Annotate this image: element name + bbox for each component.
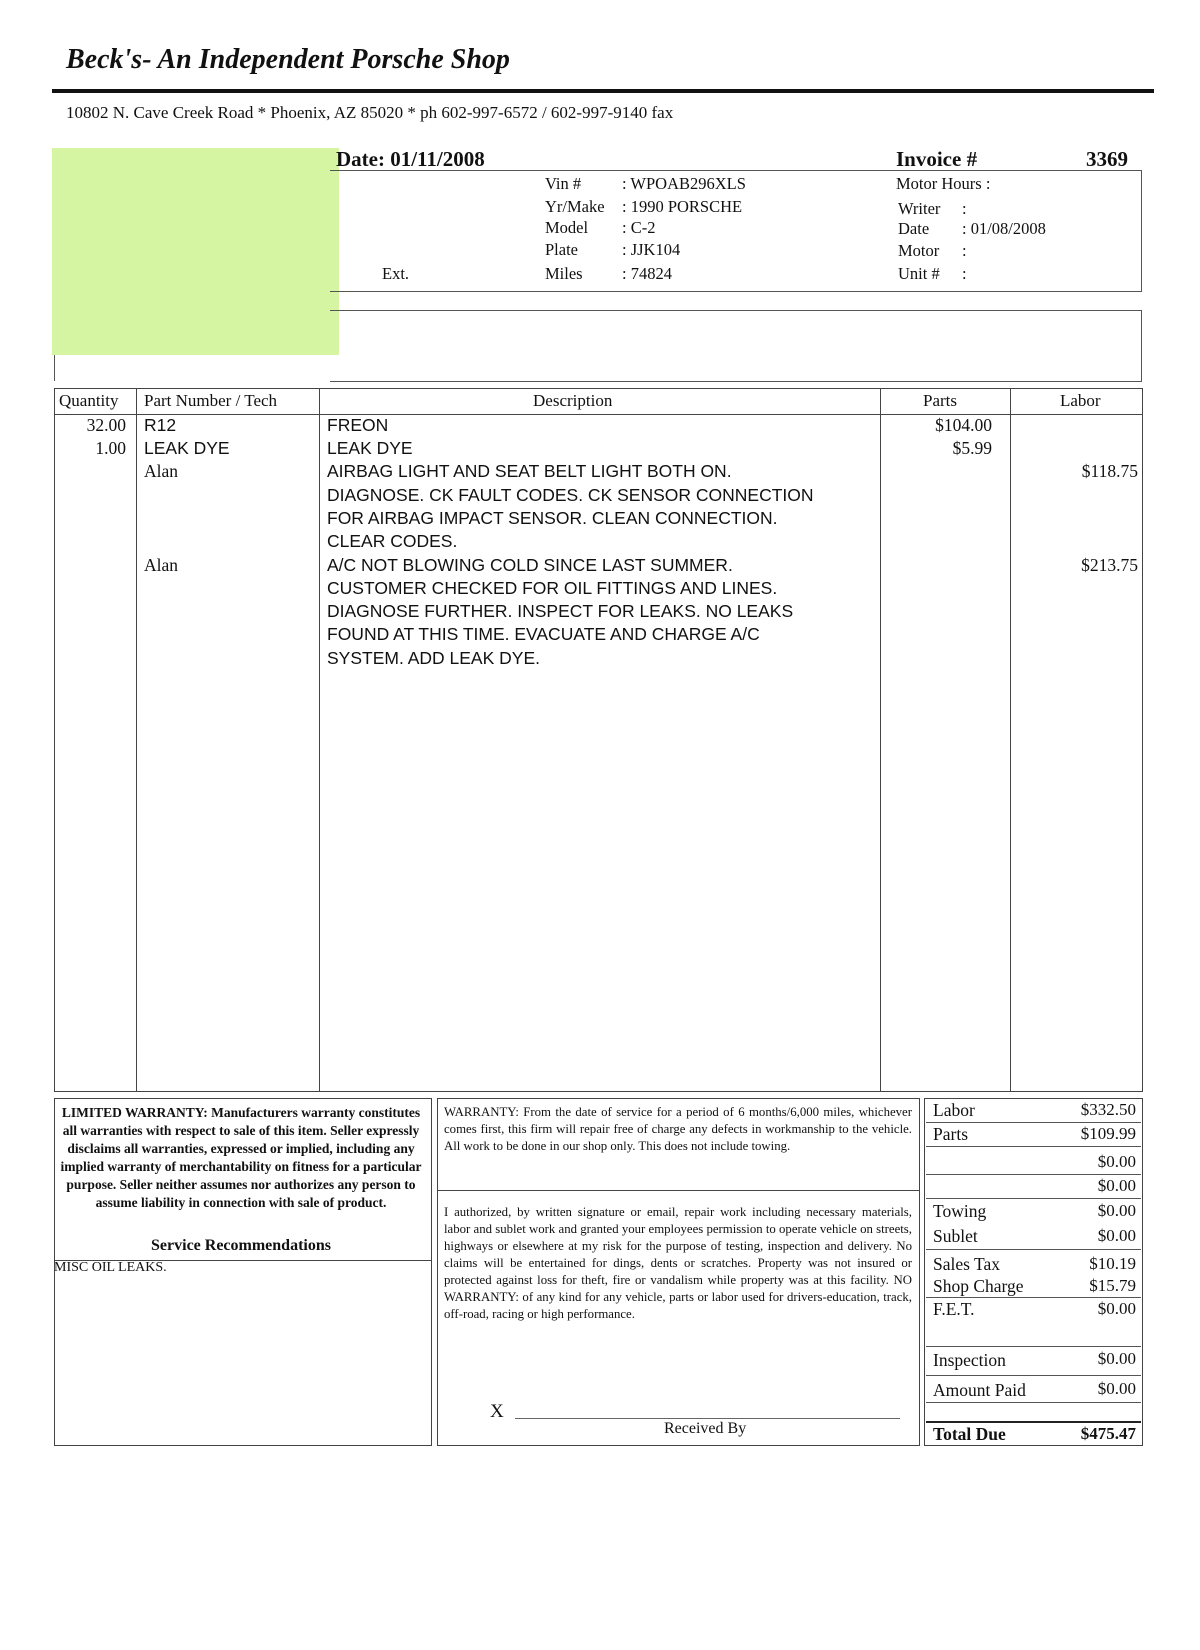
header-rule [52,89,1154,93]
row-desc-line: CUSTOMER CHECKED FOR OIL FITTINGS AND LINES. [327,578,778,598]
col-divider [319,388,320,1092]
row-tech: Alan [144,461,179,481]
row-part: R12 [144,415,177,435]
miles-value: : 74824 [622,264,672,283]
redaction-sticky-note [52,148,339,355]
limited-warranty-body: Manufacturers warranty constitutes all warranties with respect to sale of this item. Seller expressly disclaims all warranties, expressed or implied, including any implied warranty of merchantability on fitness for a particular purpose. Seller neither assumes nor authorizes any person to assume liability in connection with sale of product. [60,1105,422,1210]
ext-label: Ext. [382,264,410,283]
authorization-text: I authorized, by written signature or email, repair work including necessary materials, labor and sublet work and granted your employees permission to operate vehicle on streets, highways or elsewhere at my risk for the purpose of testing, inspection and delivery. No claims will be entertained for dings, dents or scratches. Property was not insured or protected against loss for theft, fire or vandalism while property was at this facility. NO WARRANTY: of any kind for any vehicle, parts or labor used for drivers-education, track, off-road, racing or high performance. [444,1205,912,1321]
row-labor: $213.75 [1081,555,1138,575]
total-value-blank: $0.00 [1097,1176,1136,1195]
vin-label: Vin # [545,174,582,193]
shop-name: Beck's- An Independent Porsche Shop [66,44,510,75]
row-desc-line: FOR AIRBAG IMPACT SENSOR. CLEAN CONNECTION. [327,508,778,528]
notes-box [330,310,1142,382]
total-label-sales-tax: Sales Tax [933,1254,1000,1274]
row-parts: $5.99 [952,438,992,458]
total-value-amount-paid: $0.00 [1097,1379,1136,1398]
warranty-text: WARRANTY: From the date of service for a period of 6 months/6,000 miles, whichever comes first, this firm will repair free of charge any defects in workmanship to the vehicle. All work to be done in our shop only. This does not include towing. [444,1105,912,1153]
unit-value: : [962,264,967,283]
yrmake-label: Yr/Make [545,197,605,216]
total-value-towing: $0.00 [1097,1201,1136,1220]
col-header-description: Description [533,391,613,410]
invoice-number: 3369 [1086,147,1128,171]
total-label-shop-charge: Shop Charge [933,1276,1024,1296]
yrmake-value: : 1990 PORSCHE [622,197,743,216]
totals-divider [926,1174,1141,1175]
service-date-value: : 01/08/2008 [962,219,1046,238]
row-desc: LEAK DYE [327,438,413,458]
row-part: LEAK DYE [144,438,230,458]
service-date-label: Date [898,219,930,238]
model-value: : C-2 [622,218,656,237]
plate-label: Plate [545,240,578,259]
row-desc: FREON [327,415,389,435]
vin-value: : WPOAB296XLS [622,174,746,193]
service-recommendations-title: Service Recommendations [151,1237,331,1254]
row-desc-line: SYSTEM. ADD LEAK DYE. [327,648,540,668]
total-value-parts: $109.99 [1080,1124,1136,1143]
left-frame-line [54,355,55,381]
motor-label: Motor [898,241,940,260]
totals-divider [926,1198,1141,1199]
total-value-shop-charge: $15.79 [1089,1276,1136,1295]
total-label-inspection: Inspection [933,1350,1006,1370]
total-value-inspection: $0.00 [1097,1349,1136,1368]
total-value-labor: $332.50 [1080,1100,1136,1119]
row-desc-line: DIAGNOSE FURTHER. INSPECT FOR LEAKS. NO LEAKS [327,601,794,621]
total-label-sublet: Sublet [933,1226,978,1246]
col-header-part: Part Number / Tech [144,391,278,410]
row-qty: 32.00 [86,415,126,435]
received-by-label: Received By [664,1420,747,1437]
invoice-date: Date: 01/11/2008 [336,147,485,171]
total-value-fet: $0.00 [1097,1299,1136,1318]
total-label-fet: F.E.T. [933,1299,975,1319]
service-recommendations-body: MISC OIL LEAKS. [54,1260,167,1275]
col-divider [880,388,881,1092]
total-label-labor: Labor [933,1100,975,1120]
signature-line[interactable] [515,1418,900,1419]
col-header-labor: Labor [1060,391,1101,410]
unit-label: Unit # [898,264,940,283]
total-value-total-due: $475.47 [1080,1424,1136,1443]
motor-value: : [962,241,967,260]
col-header-quantity: Quantity [59,391,119,410]
totals-divider [926,1402,1141,1403]
invoice-label: Invoice # [896,147,978,171]
writer-value: : [962,199,967,218]
totals-divider [926,1146,1141,1147]
row-desc-line: DIAGNOSE. CK FAULT CODES. CK SENSOR CONNECTION [327,485,814,505]
total-value-sublet: $0.00 [1097,1226,1136,1245]
row-parts: $104.00 [935,415,992,435]
total-label-amount-paid: Amount Paid [933,1380,1026,1400]
plate-value: : JJK104 [622,240,681,259]
miles-label: Miles [545,264,583,283]
totals-divider [926,1249,1141,1250]
col-header-parts: Parts [923,391,957,410]
totals-divider [926,1297,1141,1298]
col-divider [136,388,137,1092]
model-label: Model [545,218,589,237]
signature-x: X [490,1401,504,1422]
warranty-divider [437,1190,920,1191]
writer-label: Writer [898,199,941,218]
total-label-towing: Towing [933,1201,987,1221]
total-label-total-due: Total Due [933,1424,1006,1444]
limited-warranty-label: LIMITED WARRANTY: [61,1105,208,1120]
row-qty: 1.00 [95,438,126,458]
row-desc-line: AIRBAG LIGHT AND SEAT BELT LIGHT BOTH ON. [327,461,732,481]
total-due-rule [926,1421,1141,1423]
col-divider [1010,388,1011,1092]
row-labor: $118.75 [1081,461,1138,481]
row-desc-line: FOUND AT THIS TIME. EVACUATE AND CHARGE A/C [327,624,760,644]
row-desc-line: CLEAR CODES. [327,531,458,551]
totals-divider [926,1346,1141,1347]
row-desc-line: A/C NOT BLOWING COLD SINCE LAST SUMMER. [327,555,733,575]
totals-divider [926,1122,1141,1123]
limited-warranty-text [58,1104,424,1212]
motor-hours-label: Motor Hours : [896,174,991,193]
total-value-sales-tax: $10.19 [1089,1254,1136,1273]
shop-address: 10802 N. Cave Creek Road * Phoenix, AZ 85020 * ph 602-997-6572 / 602-997-9140 fax [66,103,674,122]
total-value-blank: $0.00 [1097,1152,1136,1171]
total-label-parts: Parts [933,1124,968,1144]
row-tech: Alan [144,555,179,575]
totals-divider [926,1375,1141,1376]
